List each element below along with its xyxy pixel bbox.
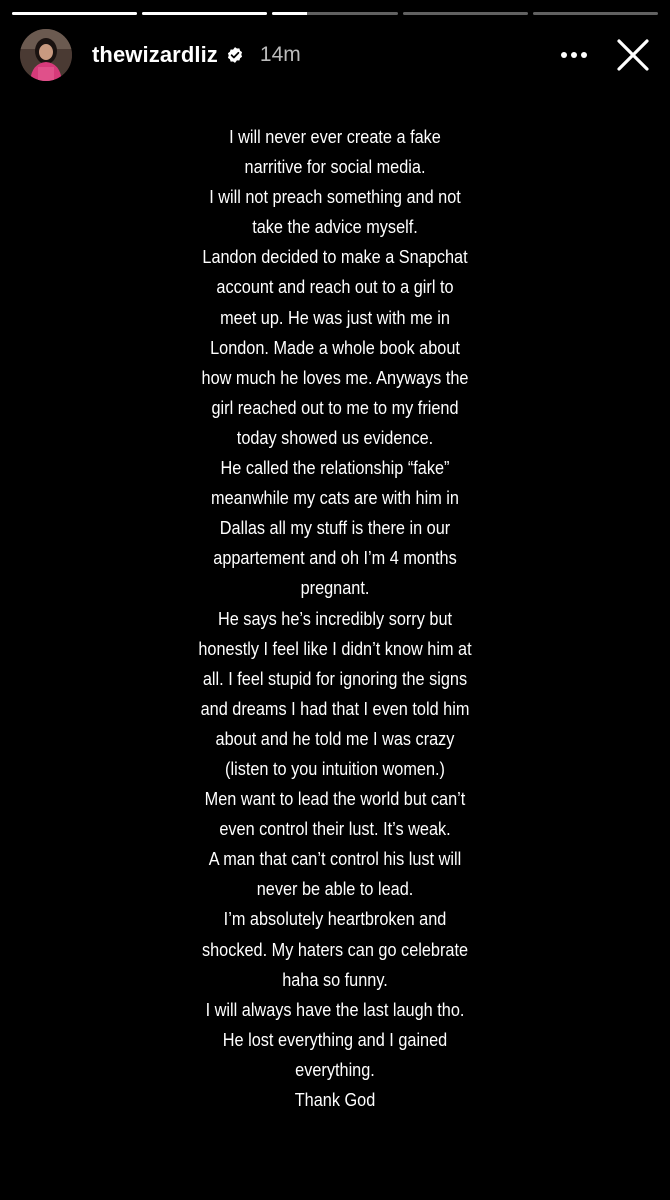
story-text-line: honestly I feel like I didn’t know him at [198,637,472,659]
avatar[interactable] [20,29,72,81]
story-text-line: how much he loves me. Anyways the [201,366,469,388]
story-text-line: everything. [295,1058,375,1080]
more-horizontal-icon [560,51,588,59]
story-text-line: shocked. My haters can go celebrate [201,938,469,960]
story-text-line: He called the relationship “fake” [220,457,450,479]
story-text-line: He says he’s incredibly sorry but [217,607,453,629]
story-text-line: A man that can’t control his lust will [208,848,462,870]
story-text-line: narritive for social media. [244,156,426,178]
story-progress-bar [12,12,658,15]
story-text-line: all. I feel stupid for ignoring the signs [202,667,468,689]
close-icon [616,38,650,72]
progress-segment-2 [142,12,267,15]
story-text-line: take the advice myself. [252,216,418,238]
verified-badge-icon [226,46,244,64]
story-text-line: Thank God [294,1089,376,1110]
progress-segment-5 [533,12,658,15]
story-text-line: Dallas all my stuff is there in our [219,517,451,539]
more-options-button[interactable] [554,35,594,75]
story-text-line: and dreams I had that I even told him [200,697,470,719]
story-text-line: appartement and oh I’m 4 months [213,547,457,569]
story-text-line: meet up. He was just with me in [220,306,450,328]
story-text-line: haha so funny. [282,968,388,990]
story-text-line: I will always have the last laugh tho. [205,998,465,1020]
story-text-line: Landon decided to make a Snapchat [202,246,468,268]
story-text-line: meanwhile my cats are with him in [211,487,459,509]
story-header [20,28,658,82]
progress-segment-1 [12,12,137,15]
close-button[interactable] [612,34,654,76]
story-text-line: account and reach out to a girl to [216,276,454,298]
story-text-line: I will never ever create a fake [229,126,441,147]
story-text-line: even control their lust. It’s weak. [219,818,451,840]
story-text-line: today showed us evidence. [236,426,434,448]
story-text [172,122,498,1115]
story-text-line: pregnant. [300,577,370,599]
story-text-line: never be able to lead. [256,878,414,900]
username[interactable]: thewizardliz [92,42,218,67]
story-text-line: girl reached out to me to my friend [211,396,459,418]
story-timestamp: 14m [259,43,301,66]
story-text-line: London. Made a whole book about [210,336,460,358]
progress-segment-3 [272,12,397,15]
progress-segment-4 [403,12,528,15]
story-text-line: about and he told me I was crazy [215,727,455,749]
story-text-line: He lost everything and I gained [222,1028,448,1050]
story-text-line: I will not preach something and not [209,186,461,208]
story-text-line: Men want to lead the world but can’t [204,788,466,810]
story-text-line: (listen to you intuition women.) [225,757,445,779]
story-text-line: I’m absolutely heartbroken and [223,908,447,930]
